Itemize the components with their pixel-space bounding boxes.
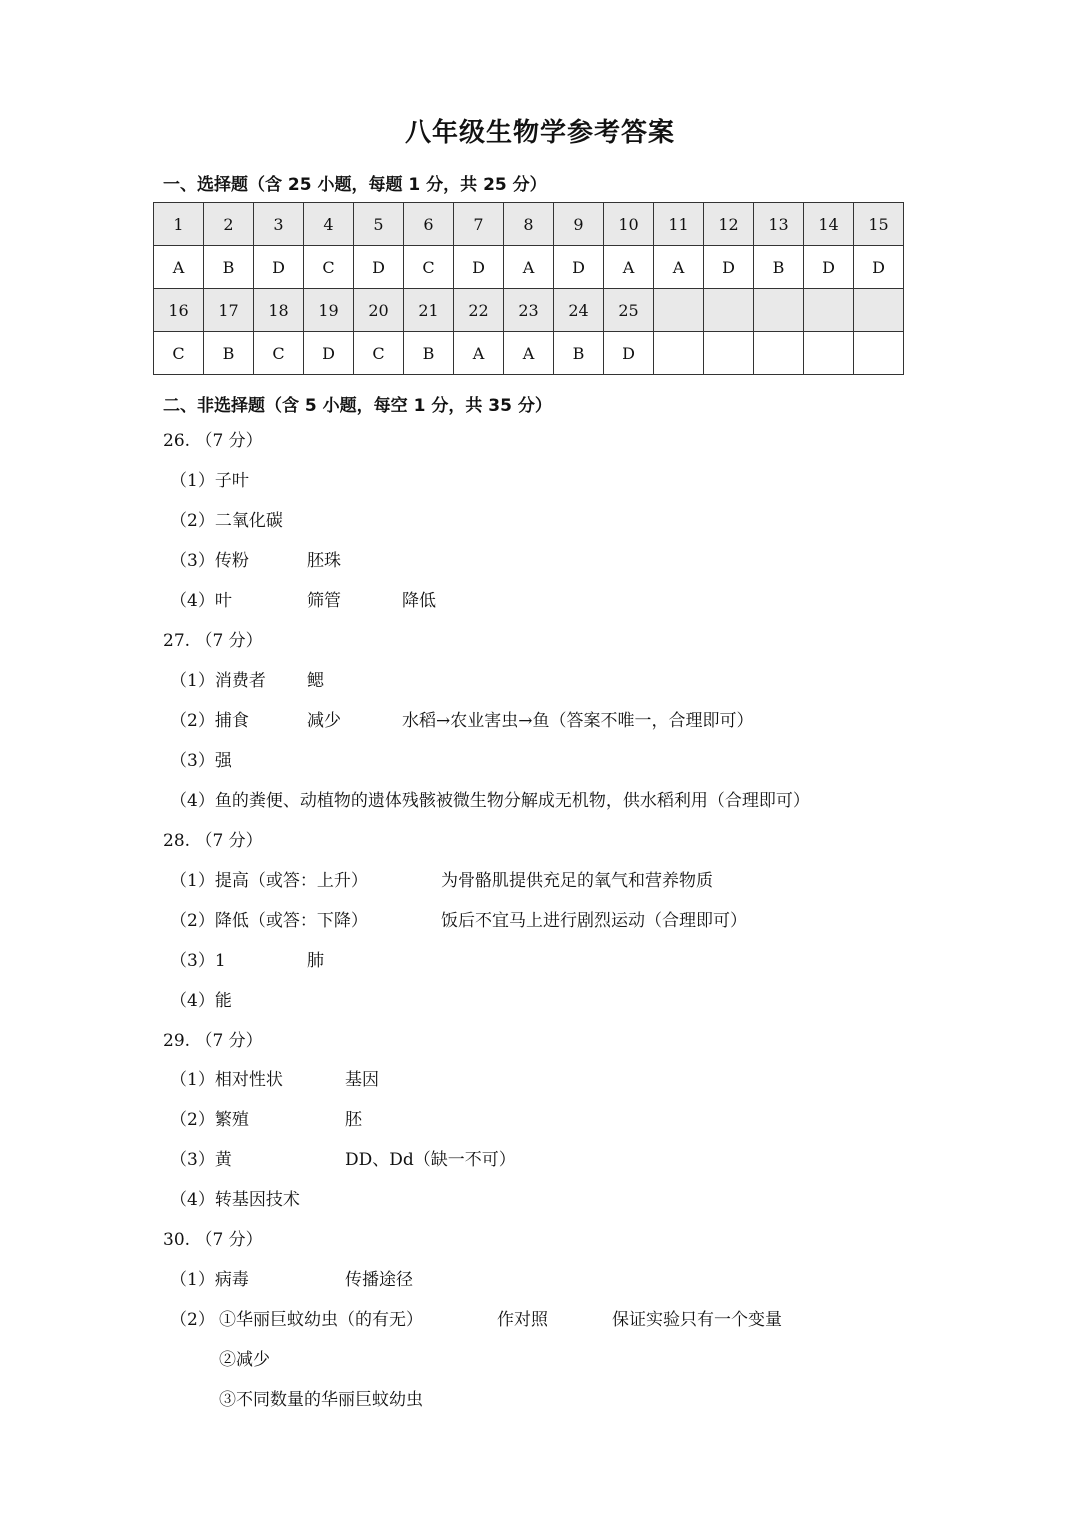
empty-cell [754,289,804,332]
answer-cell: D [604,332,654,375]
answer-cell: D [804,246,854,289]
page-title: 八年级生物学参考答案 [404,118,675,148]
empty-cell [804,332,854,375]
answer-cell: D [454,246,504,289]
question-number-cell: 24 [554,289,604,332]
answer-text: 胚 [345,1110,362,1130]
empty-cell [704,332,754,375]
question-number-cell: 9 [554,203,604,246]
question-number-cell: 22 [454,289,504,332]
answer-text: 水稻→农业害虫→鱼（答案不唯一，合理即可） [402,711,754,731]
answer-text: 作对照 [497,1310,548,1330]
question-number-cell: 6 [404,203,454,246]
answer-text: （2）二氧化碳 [170,511,283,531]
answer-text: （1）子叶 [170,471,249,491]
question-number-cell: 1 [154,203,204,246]
question-number-cell: 18 [254,289,304,332]
question-number-cell: 19 [304,289,354,332]
question-number-cell: 4 [304,203,354,246]
answer-text: 传播途径 [345,1270,413,1290]
answer-text: （1）消费者 [170,671,266,691]
answer-text: 保证实验只有一个变量 [612,1310,782,1330]
answer-text: （1）相对性状 [170,1070,283,1090]
question-number-cell: 21 [404,289,454,332]
answer-text: ①华丽巨蚊幼虫（的有无） [219,1310,423,1330]
question-26-heading: 26. （7 分） [163,431,263,451]
answer-cell: A [504,332,554,375]
question-27-heading: 27. （7 分） [163,631,263,651]
answer-text: （2）捕食 [170,711,249,731]
empty-cell [854,332,904,375]
question-number-cell: 15 [854,203,904,246]
answer-cell: B [554,332,604,375]
answer-cell: C [254,332,304,375]
answer-text: （3）强 [170,751,232,771]
answer-text: 筛管 [307,591,341,611]
table-row [154,332,904,375]
answer-text: （3）黄 [170,1150,232,1170]
answer-text: 鳃 [307,671,324,691]
answer-text: 饭后不宜马上进行剧烈运动（合理即可） [441,911,747,931]
table-row [154,203,904,246]
question-28-heading: 28. （7 分） [163,831,263,851]
question-number-cell: 2 [204,203,254,246]
empty-cell [754,332,804,375]
question-number-cell: 25 [604,289,654,332]
answer-text: DD、Dd（缺一不可） [345,1150,516,1170]
answer-text: （2） [170,1310,215,1330]
section1-heading: 一、选择题（含 25 小题，每题 1 分，共 25 分） [163,175,547,195]
empty-cell [704,289,754,332]
answer-cell: D [354,246,404,289]
question-number-cell: 5 [354,203,404,246]
answer-text: ②减少 [219,1350,270,1370]
empty-cell [854,289,904,332]
answer-text: （3）传粉 [170,551,249,571]
answer-text: （4）能 [170,991,232,1011]
answer-text: （2）降低（或答：下降） [170,911,368,931]
answer-cell: D [704,246,754,289]
question-number-cell: 7 [454,203,504,246]
answer-text: 胚珠 [307,551,341,571]
answer-cell: A [604,246,654,289]
answer-text: （1）病毒 [170,1270,249,1290]
answer-cell: B [404,332,454,375]
question-number-cell: 17 [204,289,254,332]
answer-cell: D [254,246,304,289]
answer-cell: C [354,332,404,375]
answer-text: 降低 [402,591,436,611]
question-number-cell: 13 [754,203,804,246]
answer-cell: D [854,246,904,289]
question-number-cell: 23 [504,289,554,332]
question-number-cell: 10 [604,203,654,246]
empty-cell [654,332,704,375]
section2-heading: 二、非选择题（含 5 小题，每空 1 分，共 35 分） [163,396,552,416]
answer-cell: C [404,246,454,289]
answer-cell: D [304,332,354,375]
question-number-cell: 11 [654,203,704,246]
question-29-heading: 29. （7 分） [163,1031,263,1051]
answer-cell: B [204,332,254,375]
question-30-heading: 30. （7 分） [163,1230,263,1250]
answer-text: 减少 [307,711,341,731]
answer-text: （4）鱼的粪便、动植物的遗体残骸被微生物分解成无机物，供水稻利用（合理即可） [170,791,810,811]
answer-cell: C [304,246,354,289]
question-number-cell: 16 [154,289,204,332]
answer-text: 基因 [345,1070,379,1090]
answer-text: （4）转基因技术 [170,1190,300,1210]
answer-cell: A [454,332,504,375]
choice-answer-table [153,202,904,375]
question-number-cell: 3 [254,203,304,246]
answer-text: （3）1 [170,951,226,971]
answer-text: （4）叶 [170,591,232,611]
answer-cell: C [154,332,204,375]
question-number-cell: 14 [804,203,854,246]
answer-text: （1）提高（或答：上升） [170,871,368,891]
question-number-cell: 20 [354,289,404,332]
answer-text: ③不同数量的华丽巨蚊幼虫 [219,1390,423,1410]
answer-cell: A [154,246,204,289]
table-row [154,246,904,289]
answer-cell: A [654,246,704,289]
empty-cell [804,289,854,332]
question-number-cell: 12 [704,203,754,246]
answer-cell: B [754,246,804,289]
answer-text: 肺 [307,951,324,971]
question-number-cell: 8 [504,203,554,246]
answer-cell: D [554,246,604,289]
answer-cell: B [204,246,254,289]
answer-text: （2）繁殖 [170,1110,249,1130]
empty-cell [654,289,704,332]
answer-text: 为骨骼肌提供充足的氧气和营养物质 [441,871,713,891]
table-row [154,289,904,332]
answer-cell: A [504,246,554,289]
